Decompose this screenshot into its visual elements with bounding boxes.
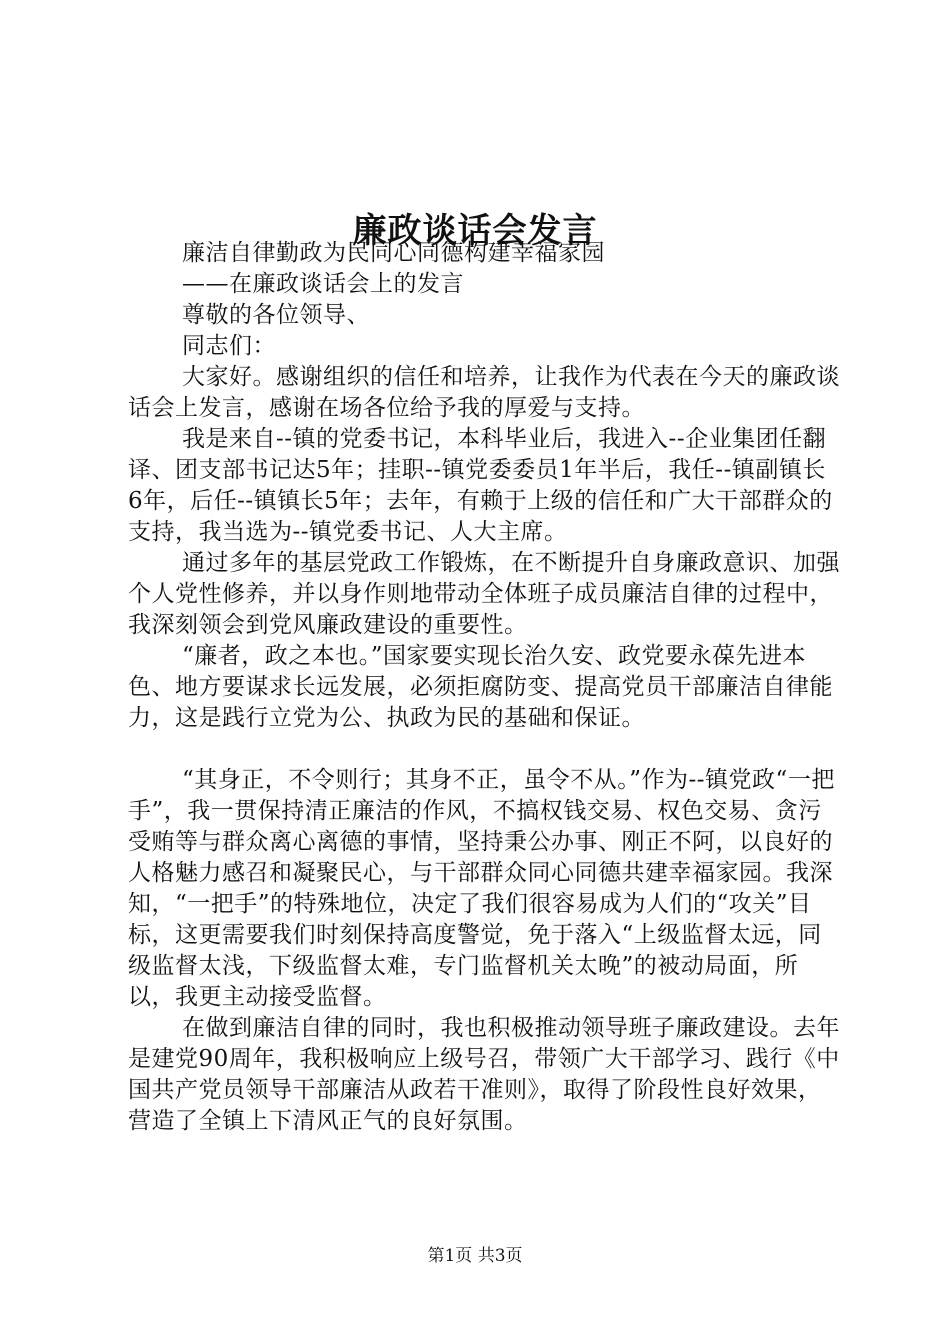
salutation-leaders: 尊敬的各位领导、 [182,302,370,328]
paragraph-team-building: 在做到廉洁自律的同时，我也积极推动领导班子廉政建设。去年是建党90周年，我积极响应上级号召，带领广大干部学习、践行《中国共产党员领导干部廉洁从政若干准则》，取得了阶段性良好效果，营造了全镇上下清风正气的良好氛围。 [128,1015,840,1134]
speech-occasion: ——在廉政谈话会上的发言 [182,271,464,297]
document-title: 廉政谈话会发言 [352,210,598,251]
paragraph-spacer [128,734,840,765]
speech-subtitle: 廉洁自律勤政为民同心同德构建幸福家园 [182,240,605,266]
document-body [128,238,840,1137]
paragraph-leadership: “其身正，不令则行；其身不正，虽令不从。”作为--镇党政“一把手”，我一贯保持清正廉洁的作风，不搞权钱交易、权色交易、贪污受贿等与群众离心离德的事情，坚持秉公办事、刚正不阿，以良好的人格魅力感召和凝聚民心，与干部群众同心同德共建幸福家园。我深知，“一把手”的特殊地位，决定了我们很容易成为人们的“攻关”目标，这更需要我们时刻保持高度警觉，免于落入“上级监督太远，同级监督太浅，下级监督太难，专门监督机关太晚”的被动局面，所以，我更主动接受监督。 [128,767,835,1010]
paragraph-integrity-quote: “廉者，政之本也。”国家要实现长治久安、政党要永葆先进本色、地方要谋求长远发展，必须拒腐防变、提高党员干部廉洁自律能力，这是践行立党为公、执政为民的基础和保证。 [128,643,833,731]
paragraph-experience: 通过多年的基层党政工作锻炼，在不断提升自身廉政意识、加强个人党性修养，并以身作则地带动全体班子成员廉洁自律的过程中，我深刻领会到党风廉政建设的重要性。 [128,550,840,638]
salutation-comrades: 同志们： [182,333,276,359]
page-number: 第1页 共3页 [427,1246,523,1266]
paragraph-background: 我是来自--镇的党委书记，本科毕业后，我进入--企业集团任翻译、团支部书记达5年；挂职--镇党委委员1年半后，我任--镇副镇长6年，后任--镇镇长5年；去年，有赖于上级的信任和广大干部群众的支持，我当选为--镇党委书记、人大主席。 [128,426,833,545]
paragraph-greeting: 大家好。感谢组织的信任和培养，让我作为代表在今天的廉政谈话会上发言，感谢在场各位给予我的厚爱与支持。 [128,364,840,421]
